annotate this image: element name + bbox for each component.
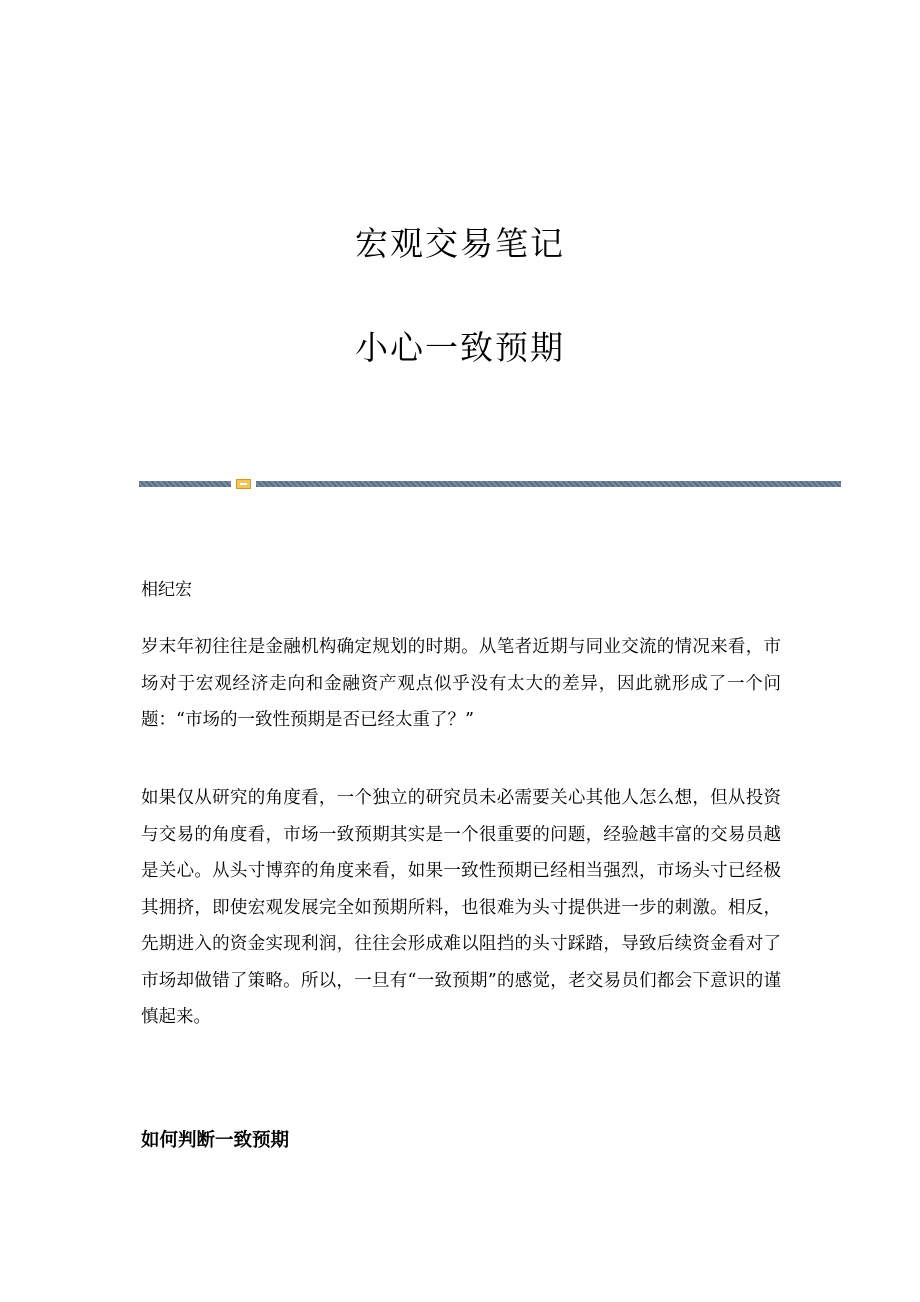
- body-paragraph: 岁末年初往往是金融机构确定规划的时期。从笔者近期与同业交流的情况来看，市场对于宏观经济走向和金融资产观点似乎没有太大的差异，因此就形成了一个问题：“市场的一致性预期是否已经太重了？”: [141, 637, 781, 730]
- title-divider: [139, 479, 841, 489]
- divider-bar-left: [139, 481, 231, 487]
- divider-badge-icon: [236, 479, 251, 489]
- author-name: 相纪宏: [141, 580, 192, 600]
- section-heading: 如何判断一致预期: [141, 1130, 290, 1151]
- body-paragraph: 如果仅从研究的角度看，一个独立的研究员未必需要关心其他人怎么想，但从投资与交易的角度看，市场一致预期其实是一个很重要的问题，经验越丰富的交易员越是关心。从头寸博弈的角度来看，如果一致性预期已经相当强烈，市场头寸已经极其拥挤，即使宏观发展完全如预期所料，也很难为头寸提供进一步的刺激。相反，先期进入的资金实现利润，往往会形成难以阻挡的头寸踩踏，导致后续资金看对了市场却做错了策略。所以，一旦有“一致预期”的感觉，老交易员们都会下意识的谨慎起来。: [141, 788, 781, 1027]
- divider-bar-right: [256, 481, 841, 487]
- document-title: 宏观交易笔记: [355, 224, 565, 263]
- document-subtitle: 小心一致预期: [355, 328, 565, 367]
